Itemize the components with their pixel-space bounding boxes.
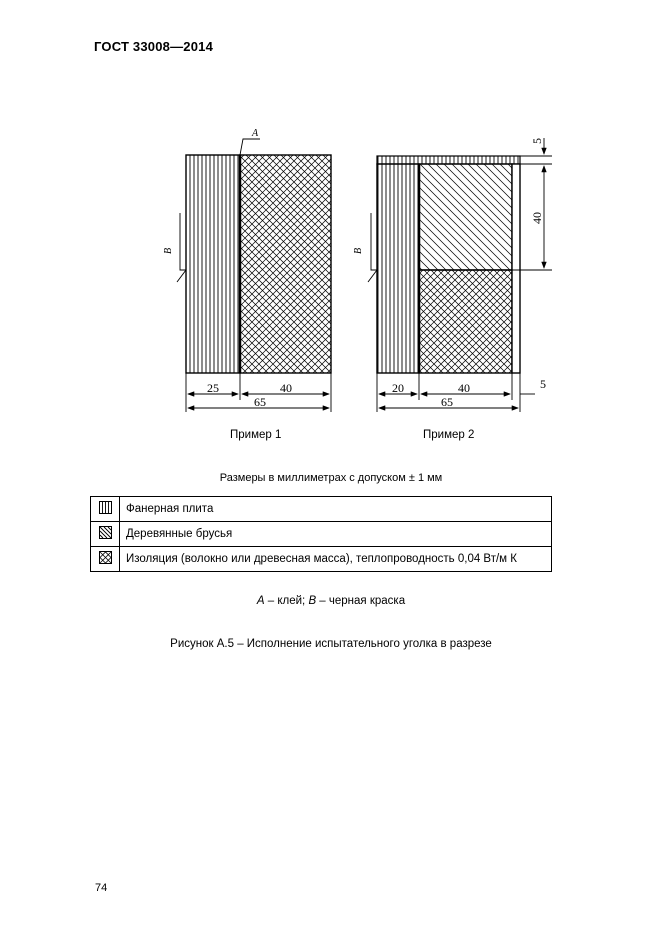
legend-text: Изоляция (волокно или древесная масса), теплопроводность 0,04 Вт/м К bbox=[120, 547, 552, 572]
example-1-label: Пример 1 bbox=[230, 429, 282, 441]
example-2-label: Пример 2 bbox=[423, 429, 475, 441]
dim-insulation-1: 40 bbox=[280, 381, 292, 395]
figure-caption: Рисунок А.5 – Исполнение испытательного уголка в разрезе bbox=[170, 638, 492, 650]
example-2-drawing bbox=[353, 138, 552, 412]
standard-header: ГОСТ 33008—2014 bbox=[94, 39, 213, 54]
legend-row bbox=[91, 497, 552, 522]
callout-b: B bbox=[163, 247, 174, 254]
callout-a: A bbox=[252, 128, 259, 139]
dim-total-1: 65 bbox=[254, 395, 266, 409]
legend-row bbox=[91, 547, 552, 572]
legend-table bbox=[90, 496, 552, 572]
dimensions-note: Размеры в миллиметрах с допуском ± 1 мм bbox=[219, 472, 443, 484]
cross-hatch-icon bbox=[99, 551, 112, 564]
legend-text: Фанерная плита bbox=[120, 497, 552, 522]
figure-notes bbox=[0, 595, 662, 607]
dim-plywood-1: 25 bbox=[207, 381, 219, 395]
note-a-letter: A bbox=[256, 595, 265, 607]
legend-text: Деревянные брусья bbox=[120, 522, 552, 547]
diagonal-hatch-icon bbox=[99, 526, 112, 539]
callout-b-2: B bbox=[353, 247, 364, 254]
dim-plywood-2: 20 bbox=[392, 381, 404, 395]
example-1-drawing bbox=[163, 128, 331, 412]
cross-section-figure bbox=[0, 0, 662, 460]
note-b-text: – черная краска bbox=[316, 595, 406, 607]
note-b-letter: B bbox=[308, 595, 317, 607]
page-number: 74 bbox=[95, 882, 108, 894]
dim-wood-height-2: 40 bbox=[530, 212, 544, 224]
dim-total-2: 65 bbox=[441, 395, 453, 409]
legend-row bbox=[91, 522, 552, 547]
dim-insulation-2: 40 bbox=[458, 381, 470, 395]
dim-right-2: 5 bbox=[540, 377, 546, 391]
note-a-text: – клей; bbox=[264, 595, 309, 607]
vertical-hatch-icon bbox=[99, 501, 112, 514]
dim-top-2: 5 bbox=[530, 138, 544, 144]
